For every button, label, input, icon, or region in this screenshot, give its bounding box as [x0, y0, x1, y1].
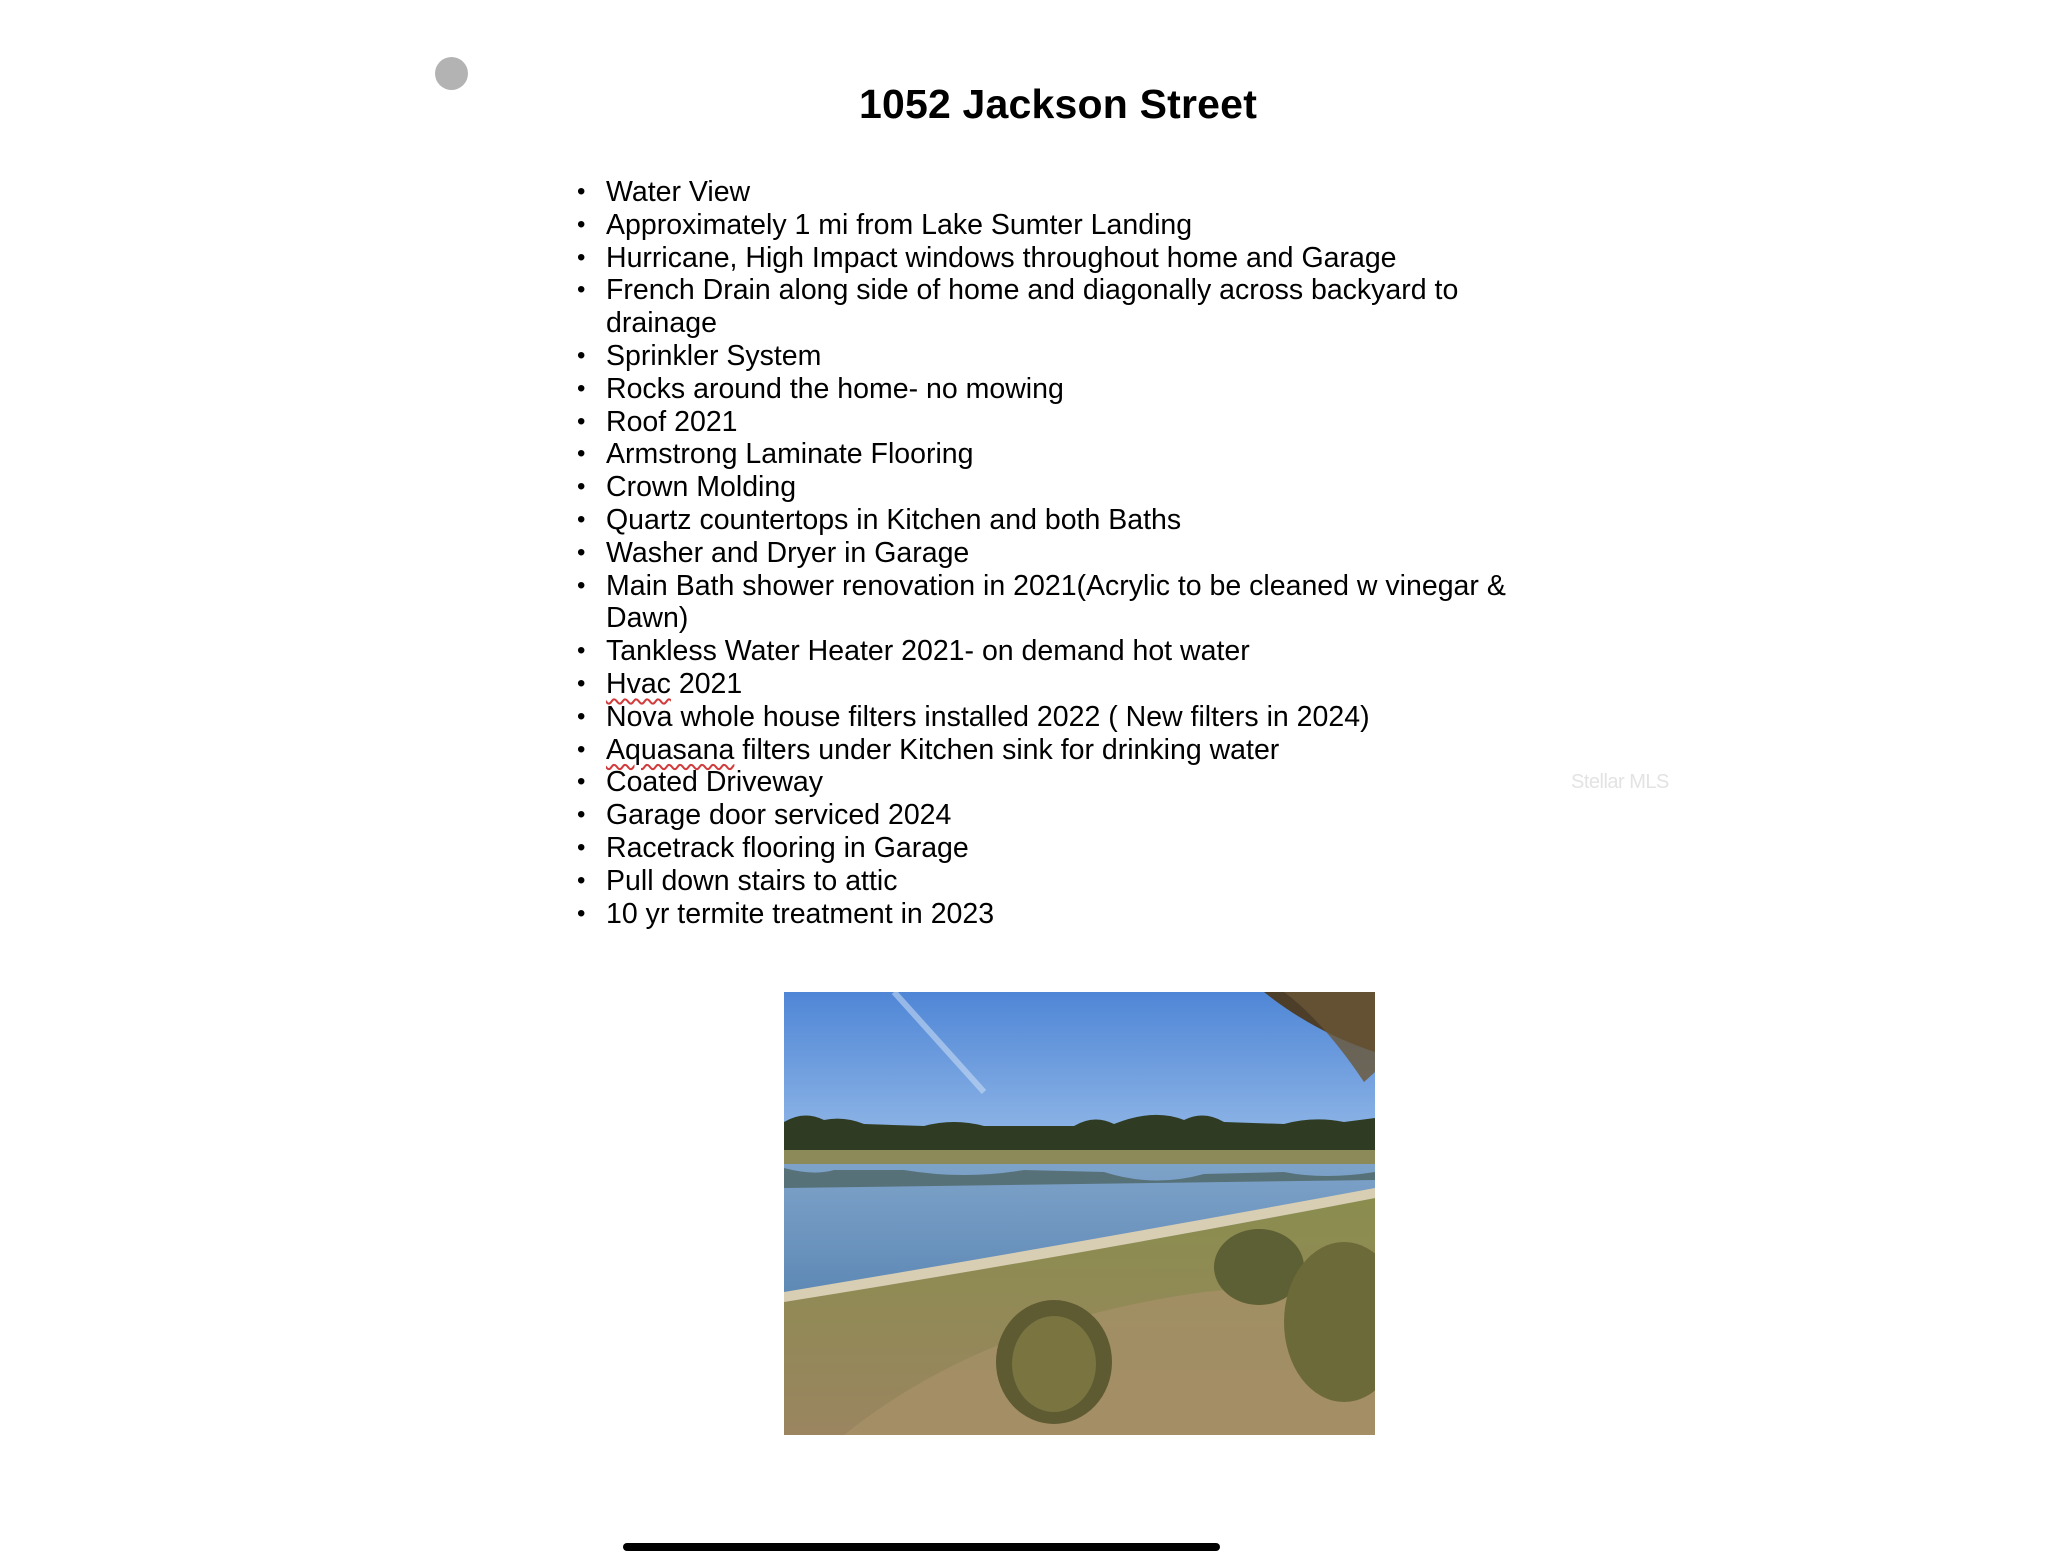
page-title: 1052 Jackson Street: [858, 81, 1258, 127]
misspelled-word: Hvac: [606, 667, 671, 700]
list-item-text: filters under Kitchen sink for drinking water: [734, 733, 1280, 766]
list-item-text: Quartz countertops in Kitchen and both Baths: [606, 503, 1182, 536]
list-item: [577, 438, 1537, 471]
list-item: [577, 799, 1537, 832]
list-item-text-line-2: Dawn): [606, 602, 689, 635]
list-item: [577, 701, 1537, 734]
list-item: [577, 504, 1537, 537]
list-item-text: Water View: [606, 176, 751, 208]
list-item: [577, 274, 1537, 340]
list-item: [577, 766, 1537, 799]
list-item-text: Tankless Water Heater 2021- on demand hot water: [606, 635, 1250, 668]
list-item-text: Roof 2021: [606, 405, 738, 438]
list-item-text: Crown Molding: [606, 471, 797, 504]
list-item-text: Garage door serviced 2024: [606, 799, 952, 832]
list-item-text: Rocks around the home- no mowing: [606, 372, 1064, 405]
list-item: [577, 242, 1537, 275]
list-item-text: Racetrack flooring in Garage: [606, 831, 969, 864]
list-item-text: Approximately 1 mi from Lake Sumter Landing: [606, 208, 1193, 241]
list-item: [577, 340, 1537, 373]
list-item-text: Pull down stairs to attic: [606, 864, 898, 897]
list-item-text-line-1: • Main Bath shower renovation in 2021(Acrylic to be cleaned w vinegar &: [606, 569, 1506, 602]
list-item-text-line-1: • French Drain along side of home and diagonally across backyard to: [606, 274, 1459, 307]
list-item: [577, 635, 1537, 668]
list-item: [577, 898, 1537, 931]
pond-photo: [784, 992, 1375, 1435]
list-item: [577, 537, 1537, 570]
list-item: [577, 406, 1537, 439]
list-item: [577, 865, 1537, 898]
list-item: [577, 570, 1537, 636]
list-item: [577, 734, 1537, 767]
list-item: [577, 176, 1537, 209]
list-item-text: 2021: [670, 667, 743, 700]
list-item-text: Hurricane, High Impact windows throughout home and Garage: [606, 241, 1397, 274]
list-item-text-line-2: drainage: [606, 307, 717, 340]
list-item: [577, 209, 1537, 242]
list-item: [577, 668, 1537, 701]
list-item-text: Coated Driveway: [606, 766, 824, 799]
list-item: [577, 471, 1537, 504]
list-item: [577, 832, 1537, 865]
pond-photo-drawing: [784, 992, 1375, 1435]
list-item-text: Washer and Dryer in Garage: [606, 536, 970, 569]
misspelled-word: Aquasana: [606, 733, 735, 766]
list-item-text: Nova whole house filters installed 2022 ( New filters in 2024): [606, 700, 1370, 733]
list-item-text: Armstrong Laminate Flooring: [606, 438, 974, 471]
list-item-text: Sprinkler System: [606, 339, 822, 372]
list-item-text: 10 yr termite treatment in 2023: [606, 897, 995, 930]
feature-list: [577, 176, 1537, 930]
list-item: [577, 373, 1537, 406]
watermark: Stellar MLS: [1571, 771, 1669, 793]
home-indicator: [623, 1543, 1220, 1551]
